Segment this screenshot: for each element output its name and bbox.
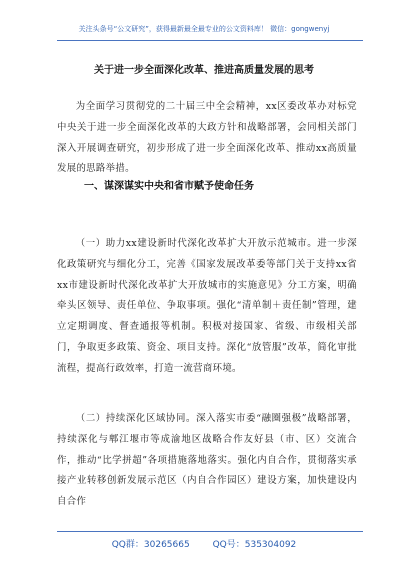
header-banner: 关注头条号“公文研究”，获得最新最全最专业的公文资料库！ 微信：gongwenyj [78, 25, 330, 33]
intro-paragraph: 为全面学习贯彻党的二十届三中全会精神，xx区委改革办对标党中央关于进一步全面深化改革的大政方针和战略部署，会同相关部门深入开展调查研究，初步形成了进一步全面深化改革、推动xx高质量发展的思路举措。 [57, 101, 357, 175]
paragraph-2: （二）持续深化区域协同。深入落实市委“融圈强极”战略部署，持续深化与郫江堰市等成渝地区战略合作友好县（市、区）交流合作，推动“比学拼超”各项措施落地落实。强化内自合作，贯彻落实承接产业转移创新发展示范区（内自合作园区）建设方案，加快建设内自合作 [57, 413, 357, 508]
footer-qq-group: QQ群：30265665 [111, 540, 190, 550]
footer-qq-number: QQ号：535304092 [212, 540, 297, 550]
footer [0, 537, 408, 550]
header-divider [57, 40, 363, 41]
document-title: 关于进一步全面深化改革、推进高质量发展的思考 [94, 65, 314, 76]
paragraph-1: （一）助力xx建设新时代深化改革扩大开放示范城市。进一步深化政策研究与细化分工，完善《国家发展改革委等部门关于支持xx省xx市建设新时代深化改革扩大开放城市的实施意见》分工方案，明确牵头区领导、责任单位、争取事项。强化“清单制＋责任制”管理，建立定期调度、督查通报等机制。积极对接国家、省级、市级相关部门，争取更多政策、资金、项目支持。深化“放管服”改革，简化审批流程，提高行政效率，打造一流营商环境。 [57, 238, 357, 374]
footer-divider [57, 531, 363, 532]
section-heading: 一、谋深谋实中央和省市赋予使命任务 [84, 181, 254, 192]
